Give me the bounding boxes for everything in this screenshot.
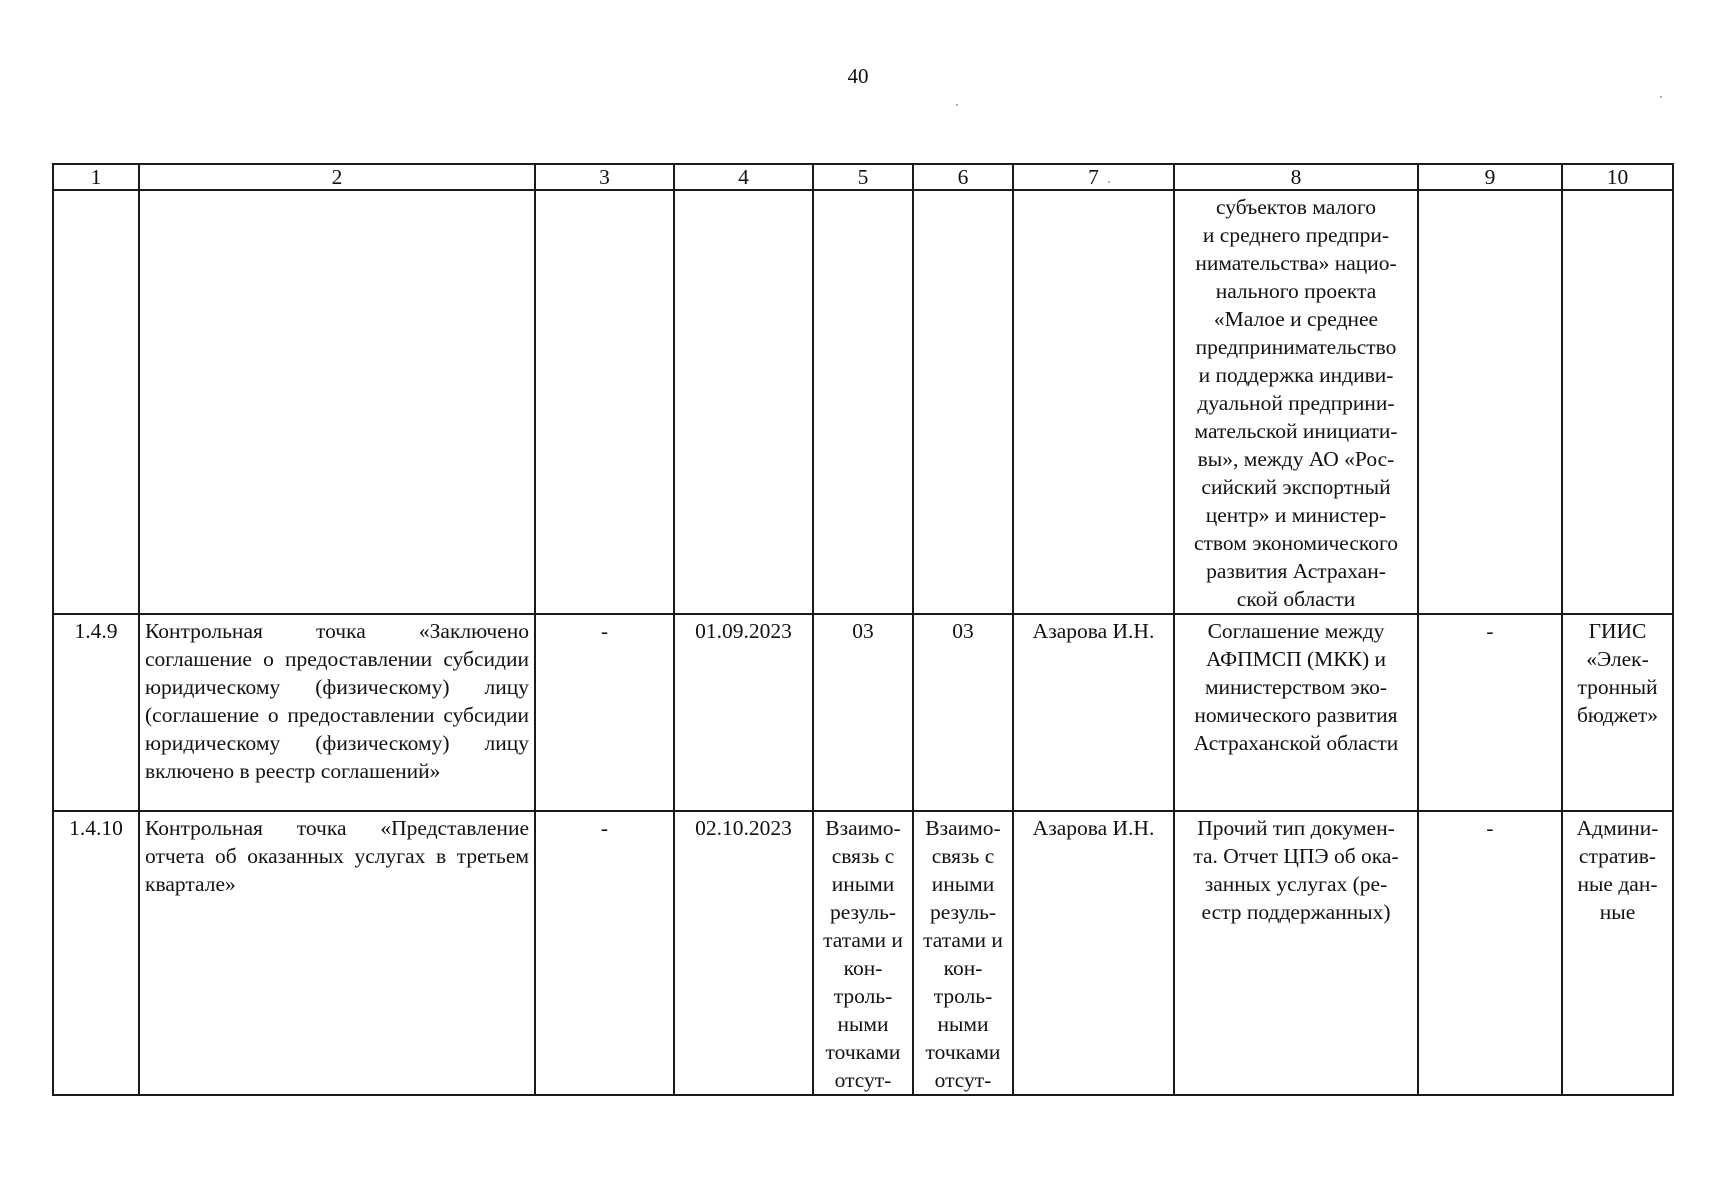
table-row <box>53 614 1673 811</box>
header-cell: 4 <box>674 164 813 190</box>
header-cell: 7 <box>1013 164 1174 190</box>
table-cell: 03 <box>813 614 913 811</box>
header-cell: 3 <box>535 164 674 190</box>
document-text-cell: Соглашение между АФПМСП (МКК) и министерством эко- номического развития Астраханской области <box>1174 614 1418 811</box>
table-cell <box>53 190 139 614</box>
table-cell <box>139 190 535 614</box>
row-number-cell: 1.4.9 <box>53 614 139 811</box>
row-number-cell: 1.4.10 <box>53 811 139 1095</box>
table-header-row <box>53 164 1673 190</box>
table-cell <box>1562 190 1673 614</box>
header-cell: 1 <box>53 164 139 190</box>
date-cell: 02.10.2023 <box>674 811 813 1095</box>
info-system-cell: ГИИС «Элек- тронный бюджет» <box>1562 614 1673 811</box>
header-cell: 2 <box>139 164 535 190</box>
responsible-cell: Азарова И.Н. <box>1013 811 1174 1095</box>
page-number: 40 <box>847 64 869 88</box>
control-point-name-cell: Контрольная точка «Представление отчета об оказанных услугах в третьем квартале» <box>139 811 535 1095</box>
table-row-continuation <box>53 190 1673 614</box>
scan-speck <box>1660 96 1662 98</box>
table-cell: 03 <box>913 614 1013 811</box>
date-cell: 01.09.2023 <box>674 614 813 811</box>
scan-speck <box>1108 181 1110 183</box>
table-cell <box>913 190 1013 614</box>
plan-table <box>52 163 1674 1096</box>
table-cell: - <box>535 811 674 1095</box>
table-cell <box>1418 190 1562 614</box>
header-cell: 5 <box>813 164 913 190</box>
table-cell <box>813 190 913 614</box>
table-row <box>53 811 1673 1095</box>
table-cell <box>535 190 674 614</box>
info-system-cell: Админи- стратив- ные дан- ные <box>1562 811 1673 1095</box>
header-cell: 6 <box>913 164 1013 190</box>
table-cell <box>674 190 813 614</box>
control-point-name-cell: Контрольная точка «Заключено соглашение о предоставлении субсидии юридическому (физическому) лицу (соглашение о предоставлении субсидии юридическому (физическому) лицу включено в реестр соглашений» <box>139 614 535 811</box>
table-cell: Взаимо- связь с иными резуль- татами и кон- троль- ными точками отсут- <box>813 811 913 1095</box>
document-text-cell: Прочий тип докумен- та. Отчет ЦПЭ об ока- занных услугах (ре- естр поддержанных) <box>1174 811 1418 1095</box>
table-cell: Взаимо- связь с иными резуль- татами и кон- троль- ными точками отсут- <box>913 811 1013 1095</box>
table-cell: - <box>1418 614 1562 811</box>
header-cell: 9 <box>1418 164 1562 190</box>
header-cell: 8 <box>1174 164 1418 190</box>
table-cell <box>1013 190 1174 614</box>
scan-speck <box>956 104 958 106</box>
document-text-cell: субъектов малого и среднего предпри- нимательства» нацио- нального проекта «Малое и среднее предпринимательство и поддержка индиви- дуальной предприни- мательской инициати- вы», между АО «Рос- сийский экспортный центр» и министер- ством экономического развития Астрахан- ской области <box>1174 190 1418 614</box>
responsible-cell: Азарова И.Н. <box>1013 614 1174 811</box>
header-cell: 10 <box>1562 164 1673 190</box>
table-cell: - <box>1418 811 1562 1095</box>
table-cell: - <box>535 614 674 811</box>
